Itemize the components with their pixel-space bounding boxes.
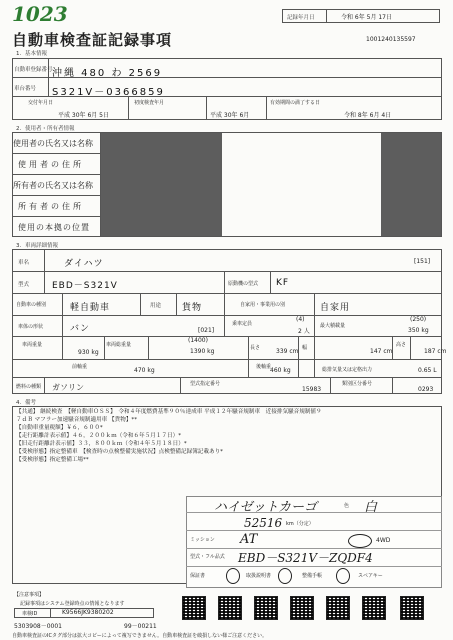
weight-label: 車両重量	[22, 342, 43, 348]
remark-line: 【受検形態】指定整備工場**	[16, 457, 89, 463]
remark-line: 【走行距離計表示値】４６，２００ｋｍ（令和６年５月１７日）*	[16, 433, 182, 439]
max-load-label: 最大積載量	[320, 323, 346, 329]
max-load-value-2: 350 kg	[408, 327, 429, 334]
body-code: [021]	[198, 327, 215, 334]
check-label-warranty: 保証書	[190, 573, 206, 579]
kind-value: 軽自動車	[70, 303, 111, 313]
issue-date: 令和 6年 5月 17日	[341, 14, 392, 21]
body-value: バン	[70, 324, 91, 334]
remarks-body	[16, 408, 440, 464]
displacement-label: 総排気量又は定格出力	[322, 367, 373, 373]
check-label-maintenance: 整備手帳	[302, 573, 323, 579]
vehicle-section: 3．車両詳細情報	[16, 243, 58, 249]
owner-row-2: 使用者の住所	[18, 160, 84, 169]
frame-value: EBD－S321V－ZQDF4	[238, 551, 373, 565]
code-right: 99－00211	[124, 623, 157, 630]
private-label: 自家用・事業用の別	[240, 302, 286, 308]
gross-value-2: 1390 kg	[190, 348, 215, 355]
maker-code: [151]	[414, 258, 431, 265]
class-value: 0293	[418, 386, 434, 393]
fuel-label: 燃料の種類	[16, 384, 42, 390]
check-circle	[278, 568, 292, 584]
kind-label: 自動車の種別	[16, 302, 47, 308]
handwritten-number: 1023	[12, 2, 68, 26]
qr-code	[218, 596, 242, 620]
drive-value: 4WD	[376, 537, 391, 544]
km-label: km（分定）	[286, 521, 314, 527]
mission-value: AT	[240, 532, 258, 547]
maker-label: 車名	[18, 260, 30, 266]
color-value: 白	[364, 500, 378, 515]
first-reg-value: 平成 30年 6月	[210, 112, 250, 119]
plate-label: 自動車登録番号	[14, 67, 53, 73]
weight-value: 930 kg	[78, 349, 99, 356]
remark-line: 【旧走行距離計表示値】３３，８００ｋｍ（令和４年５月１８日）*	[16, 441, 187, 447]
basic-section: 1．基本情報	[16, 51, 47, 57]
engine-label: 原動機の型式	[228, 281, 259, 287]
grant-value: 平成 30年 6月 5日	[58, 112, 109, 119]
gross-label: 車両総重量	[106, 342, 132, 348]
frame-label: 型式・フル品式	[190, 554, 225, 560]
model-value: EBD－S321V	[52, 281, 118, 291]
rear-axle-label: 後軸重	[256, 364, 272, 370]
doc-number: 1001240135597	[366, 36, 416, 43]
length-value: 339 cm	[276, 348, 299, 355]
qr-code	[362, 596, 386, 620]
owner-row-3: 所有者の氏名又は名称	[13, 181, 93, 190]
remark-line: 【共通】 継続検査 【軽自動車ＯＳＳ】 令和４年度燃費基準９０％達成車 平成１２年騒音規制車 近接排気騒音規制値９	[16, 409, 322, 415]
notice-title: 【注意事項】	[14, 592, 45, 598]
width-value: 147 cm	[370, 348, 393, 355]
capacity-label: 乗車定員	[232, 321, 253, 327]
first-reg-label: 初度検査年月	[134, 100, 165, 106]
page-title: 自動車検査証記録事項	[12, 31, 173, 49]
redaction-right	[381, 133, 441, 236]
body-label: 車体の形状	[18, 324, 44, 330]
remark-line: 【自動車重量税額】￥６，６００*	[16, 425, 103, 431]
owner-row-5: 使用の本拠の位置	[18, 223, 90, 232]
plate-value: 沖縄 480 わ 2569	[52, 68, 163, 79]
use-value: 貨物	[182, 303, 203, 313]
check-circle	[336, 568, 350, 584]
check-label-spare-key: スペアキー	[358, 573, 383, 579]
remark-line: ７ｄＢ マフラー加速騒音規制適用車 【貨物】**	[16, 417, 138, 423]
qr-code	[290, 596, 314, 620]
bottom-text: 自動車検査証のICタグ部分は拡大コピーによって複写できません。自動車検査証を破損しない様ご注意ください。	[12, 633, 268, 639]
owner-section: 2．使用者・所有者情報	[16, 126, 75, 132]
displacement-value: 0.65 L	[418, 367, 437, 374]
designation-value: 15983	[302, 386, 322, 393]
id-label: 車検ID	[22, 611, 38, 617]
engine-value: KF	[276, 278, 290, 288]
capacity-value: (4)	[296, 316, 305, 323]
remark-line: 【受検形態】指定整備車 【検査時の点検整備実施状況】点検整備記録簿記載あり*	[16, 449, 223, 455]
private-value: 自家用	[320, 303, 351, 313]
remarks-section: 4．備考	[16, 400, 36, 406]
qr-code	[182, 596, 206, 620]
notice-body: 記録事項はシステム登録時点の情報となります	[20, 601, 125, 607]
issue-date-label: 記録年月日	[287, 15, 315, 21]
redaction-left	[101, 133, 222, 236]
rear-axle-value: 460 kg	[270, 367, 291, 374]
expiry-value: 令和 8年 6月 4日	[344, 112, 392, 119]
chassis-value: S321V－0366859	[52, 87, 165, 98]
code-left: 5303908－0001	[14, 623, 62, 630]
class-label: 類別区分番号	[342, 381, 373, 387]
id-value: K9566JK9380202	[62, 609, 114, 616]
qr-code	[400, 596, 424, 620]
length-label: 長さ	[250, 345, 261, 351]
mission-label: ミッション	[190, 537, 215, 543]
chassis-label: 車台番号	[14, 86, 37, 92]
front-axle-value: 470 kg	[134, 367, 155, 374]
capacity-value-2: 2 人	[298, 328, 310, 335]
owner-row-4: 所有者の住所	[18, 202, 84, 211]
mileage-value: 52516	[244, 516, 283, 530]
drive-circle	[348, 534, 372, 548]
check-circle	[226, 568, 240, 584]
front-axle-label: 前軸重	[72, 364, 88, 370]
vehicle-name: ハイゼットカーゴ	[214, 500, 317, 515]
color-label: 色	[344, 503, 350, 509]
fuel-value: ガソリン	[52, 383, 84, 392]
designation-label: 型式指定番号	[190, 381, 221, 387]
qr-code	[326, 596, 350, 620]
expiry-label: 有効期間の満了する日	[270, 100, 321, 106]
owner-row-1: 使用者の氏名又は名称	[13, 139, 93, 148]
model-label: 型式	[18, 282, 30, 288]
gross-value: (1400)	[188, 337, 208, 344]
max-load-value: (250)	[410, 316, 427, 323]
height-label: 高さ	[396, 342, 407, 348]
check-label-manual: 取扱説明書	[246, 573, 272, 579]
grant-label: 交付年月日	[28, 100, 54, 106]
height-value: 187 cm	[424, 348, 447, 355]
use-label: 用途	[150, 303, 162, 309]
maker-value: ダイハツ	[64, 259, 104, 269]
width-label: 幅	[302, 345, 308, 351]
qr-code	[254, 596, 278, 620]
